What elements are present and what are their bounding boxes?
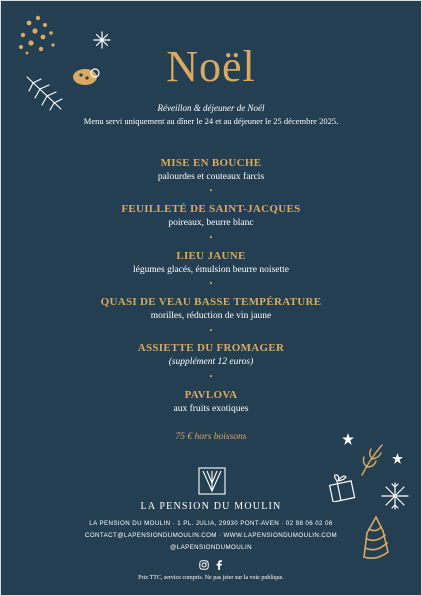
- gift-icon: [328, 472, 356, 502]
- social-icons: [1, 560, 421, 573]
- course-item: [1, 295, 421, 323]
- page-title: Noël: [166, 42, 256, 91]
- separator-dot: •: [208, 234, 214, 242]
- brand-name: LA PENSION DU MOULIN: [140, 501, 282, 512]
- course-description: morilles, réduction de vin jaune: [150, 311, 272, 321]
- star-icon: [392, 453, 403, 464]
- course-name: MISE EN BOUCHE: [160, 157, 262, 169]
- course-name: PAVLOVA: [184, 389, 238, 401]
- social-handle: @LAPENSIONDUMOULIN: [170, 544, 252, 551]
- gold-leaf-icon: [358, 441, 386, 477]
- subtitle: Réveillon & déjeuner de Noël: [157, 103, 265, 113]
- course-item: [1, 249, 421, 277]
- menu-price: 75 € hors boissons: [175, 432, 247, 442]
- course-name: QUASI DE VEAU BASSE TEMPÉRATURE: [100, 296, 322, 308]
- service-info: Menu servi uniquement au dîner le 24 et au déjeuner le 25 décembre 2025.: [83, 116, 339, 126]
- logo-mark: [198, 467, 226, 495]
- course-description: palourdes et couteaux farcis: [157, 172, 265, 182]
- course-item: [1, 202, 421, 230]
- legal-notice: Prix TTC, service compris. Ne pas jeter sur la voie publique.: [138, 575, 284, 581]
- course-description: aux fruits exotiques: [173, 404, 249, 414]
- course-description: (supplément 12 euros): [168, 357, 254, 367]
- separator-dot: •: [208, 373, 214, 381]
- facebook-icon[interactable]: [215, 560, 223, 573]
- separator-dot: •: [208, 327, 214, 335]
- course-item: [1, 156, 421, 184]
- course-item: [1, 341, 421, 369]
- contact-line: CONTACT@LAPENSIONDUMOULIN.COM · WWW.LAPENSIONDUMOULIN.COM: [84, 532, 338, 539]
- course-name: LIEU JAUNE: [176, 250, 246, 262]
- star-icon: [342, 433, 354, 445]
- course-name: FEUILLETÉ DE SAINT-JACQUES: [121, 203, 301, 215]
- instagram-icon[interactable]: [199, 560, 209, 573]
- course-item: [1, 388, 421, 416]
- separator-dot: •: [208, 280, 214, 288]
- course-description: poireaux, beurre blanc: [168, 218, 254, 228]
- course-description: légumes glacés, émulsion beurre noisette: [133, 265, 289, 275]
- separator-dot: •: [208, 187, 214, 195]
- address-line: LA PENSION DU MOULIN · 1 PL. JULIA, 29930 PONT-AVEN · 02 98 06 02 06: [89, 520, 333, 527]
- course-name: ASSIETTE DU FROMAGER: [137, 342, 285, 354]
